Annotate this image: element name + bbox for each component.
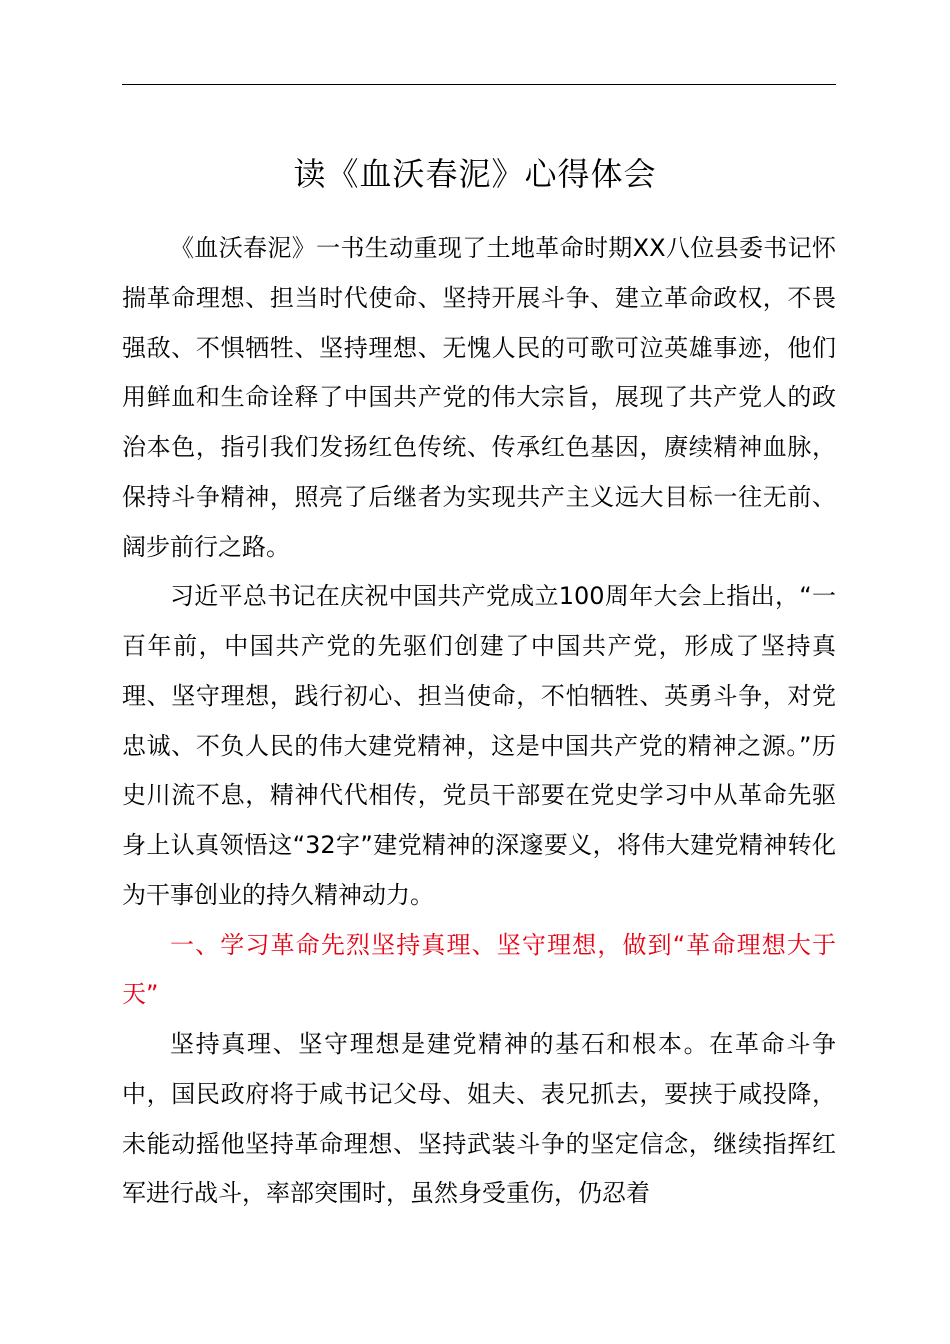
section-heading: 一、学习革命先烈坚持真理、坚守理想，做到“革命理想大于天” xyxy=(122,930,836,1009)
document-title: 读《血沃春泥》心得体会 xyxy=(293,155,657,193)
header-rule xyxy=(122,84,836,85)
paragraph-quote: 习近平总书记在庆祝中国共产党成立100周年大会上指出，“一百年前，中国共产党的先驱们创建了中国共产党，形成了坚持真理、坚守理想，践行初心、担当使命，不怕牺牲、英勇斗争，对党忠诚、不负人民的伟大建党精神，这是中国共产党的精神之源。”历史川流不息，精神代代相传，党员干部要在党史学习中从革命先驱身上认真领悟这“32字”建党精神的深邃要义，将伟大建党精神转化为干事创业的持久精神动力。 xyxy=(122,582,836,909)
paragraph-intro: 《血沃春泥》一书生动重现了土地革命时期XX八位县委书记怀揣革命理想、担当时代使命、坚持开展斗争、建立革命政权，不畏强敌、不惧牺牲、坚持理想、无愧人民的可歌可泣英雄事迹，他们用鲜血和生命诠释了中国共产党的伟大宗旨，展现了共产党人的政治本色，指引我们发扬红色传统、传承红色基因，赓续精神血脉，保持斗争精神，照亮了后继者为实现共产主义远大目标一往无前、阔步前行之路。 xyxy=(122,234,836,561)
document-body xyxy=(122,224,836,1219)
paragraph-section-body: 坚持真理、坚守理想是建党精神的基石和根本。在革命斗争中，国民政府将于咸书记父母、姐夫、表兄抓去，要挟于咸投降，未能动摇他坚持革命理想、坚持武装斗争的坚定信念，继续指挥红军进行战斗，率部突围时，虽然身受重伤，仍忍着 xyxy=(122,1030,836,1208)
